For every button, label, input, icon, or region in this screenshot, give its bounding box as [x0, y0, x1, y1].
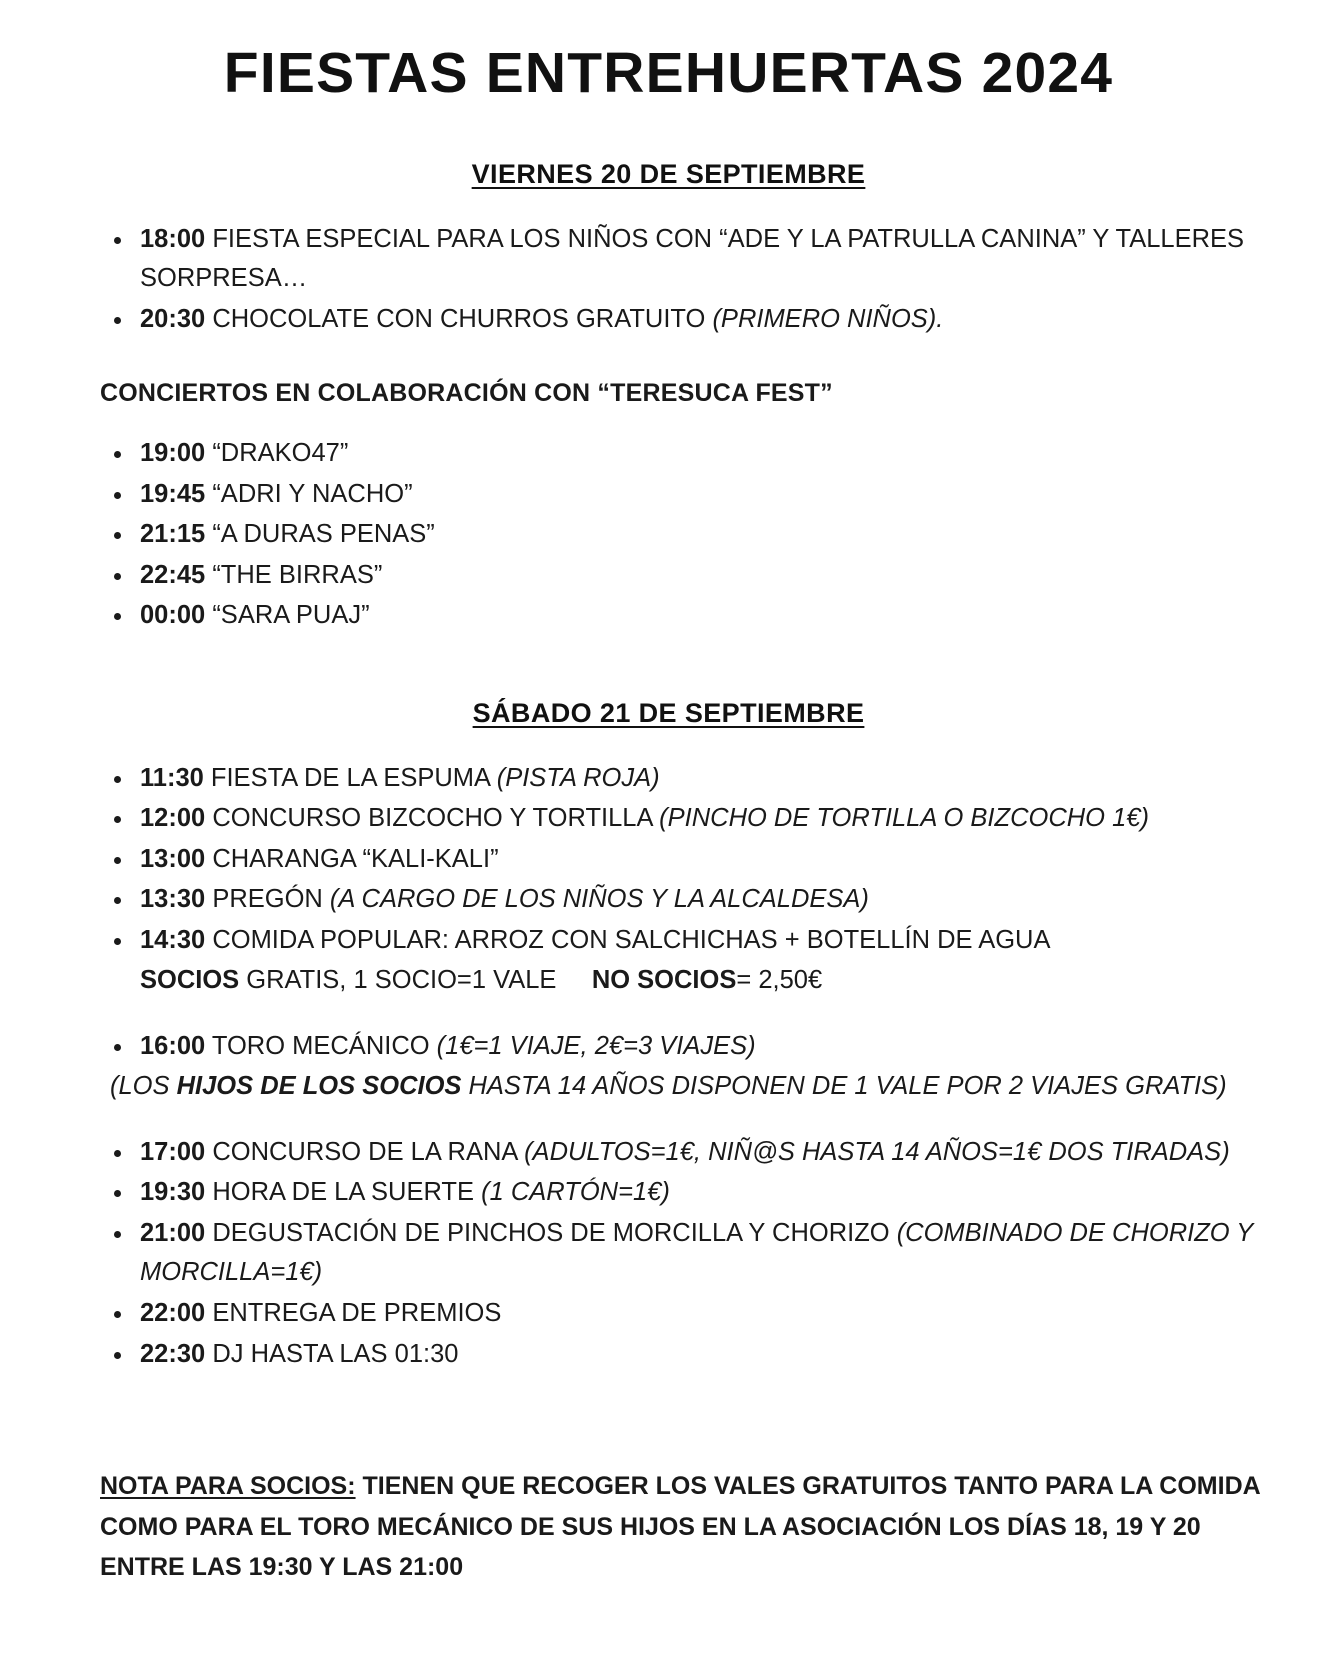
event-note: (PINCHO DE TORTILLA O BIZCOCHO 1€): [659, 804, 1149, 833]
event-note: (A CARGO DE LOS NIÑOS Y LA ALCALDESA): [329, 885, 869, 914]
saturday-heading: SÁBADO 21 DE SEPTIEMBRE: [472, 697, 865, 728]
list-item: [134, 515, 1275, 555]
event-time: 13:00: [140, 844, 206, 873]
event-time: 13:30: [140, 885, 206, 914]
event-text: “A DURAS PENAS”: [205, 520, 435, 549]
event-time: 22:30: [140, 1339, 206, 1368]
event-note: (PRIMERO NIÑOS).: [712, 304, 944, 333]
list-item: [134, 300, 1275, 340]
list-item: [134, 799, 1275, 839]
vale-note-line: [110, 1067, 1275, 1107]
event-text: HORA DE LA SUERTE: [205, 1178, 482, 1207]
socios-note: [100, 1466, 1275, 1588]
concerts-section-label: CONCIERTOS EN COLABORACIÓN CON “TERESUCA FEST”: [100, 379, 833, 408]
event-time: 18:00: [140, 224, 206, 253]
no-socios-label: NO SOCIOS: [591, 966, 737, 995]
socios-value: GRATIS, 1 SOCIO=1 VALE: [239, 966, 557, 995]
event-time: 21:15: [140, 520, 206, 549]
socios-price-line: [140, 961, 1275, 1001]
list-item: [134, 475, 1275, 515]
event-time: 17:00: [140, 1137, 206, 1166]
event-time: 21:00: [140, 1218, 206, 1247]
list-item: [134, 220, 1275, 299]
page-title: FIESTAS ENTREHUERTAS 2024: [223, 41, 1114, 105]
socios-note-text: TIENEN QUE RECOGER LOS VALES GRATUITOS TANTO PARA LA COMIDA COMO PARA EL TORO MECÁNICO DE SUS HIJOS EN LA ASOCIACIÓN LOS DÍAS 18, 19 Y 20 ENTRE LAS 19:30 Y LAS 21:00: [100, 1472, 1260, 1582]
event-text: “SARA PUAJ”: [205, 601, 370, 630]
event-text: CHOCOLATE CON CHURROS GRATUITO: [205, 304, 713, 333]
event-text: CONCURSO DE LA RANA: [205, 1137, 525, 1166]
event-text: PREGÓN: [205, 885, 330, 914]
event-time: 00:00: [140, 601, 206, 630]
event-text: “THE BIRRAS”: [205, 560, 383, 589]
socios-note-label: NOTA PARA SOCIOS:: [100, 1472, 356, 1501]
list-item: [134, 1027, 1275, 1067]
event-text: CONCURSO BIZCOCHO Y TORTILLA: [205, 804, 660, 833]
event-text: TORO MECÁNICO: [205, 1031, 437, 1060]
event-text: ENTREGA DE PREMIOS: [205, 1299, 502, 1327]
event-time: 14:30: [140, 925, 206, 954]
event-time: 16:00: [140, 1031, 206, 1060]
event-text: DEGUSTACIÓN DE PINCHOS DE MORCILLA Y CHORIZO: [205, 1218, 897, 1247]
event-time: 19:30: [140, 1178, 206, 1207]
event-note: (1€=1 VIAJE, 2€=3 VIAJES): [436, 1031, 756, 1060]
event-time: 19:00: [140, 439, 206, 468]
saturday-events-list-1: [62, 759, 1275, 961]
list-item: [134, 1133, 1275, 1173]
list-item: [134, 556, 1275, 596]
concerts-list: [62, 434, 1275, 636]
event-text: COMIDA POPULAR: ARROZ CON SALCHICHAS + BOTELLÍN DE AGUA: [205, 925, 1051, 954]
event-note: (1 CARTÓN=1€): [481, 1178, 670, 1207]
list-item: [134, 1335, 1275, 1375]
friday-events-list: [62, 220, 1275, 340]
list-item: [134, 840, 1275, 880]
friday-heading: VIERNES 20 DE SEPTIEMBRE: [471, 158, 866, 189]
event-text: FIESTA ESPECIAL PARA LOS NIÑOS CON “ADE Y LA PATRULLA CANINA” Y TALLERES SORPRESA…: [140, 224, 1245, 293]
event-time: 11:30: [140, 763, 204, 792]
event-time: 22:00: [140, 1299, 206, 1327]
event-note: (PISTA ROJA): [496, 763, 660, 792]
event-text: CHARANGA “KALI-KALI”: [205, 844, 499, 873]
event-text: FIESTA DE LA ESPUMA: [203, 763, 497, 792]
list-item: [134, 434, 1275, 474]
list-item: [134, 1214, 1275, 1293]
list-item: [134, 921, 1275, 961]
saturday-events-list-2: [62, 1027, 1275, 1067]
event-text: “DRAKO47”: [205, 439, 349, 468]
vale-note-post: HASTA 14 AÑOS DISPONEN DE 1 VALE POR 2 VIAJES GRATIS): [461, 1072, 1227, 1101]
event-text: DJ HASTA LAS 01:30: [205, 1339, 459, 1368]
event-time: 22:45: [140, 560, 206, 589]
event-time: 12:00: [140, 804, 206, 833]
list-item: [134, 596, 1275, 636]
event-time: 19:45: [140, 479, 206, 508]
list-item: [134, 759, 1275, 799]
saturday-events-list-3: [62, 1133, 1275, 1374]
event-time: 20:30: [140, 304, 206, 333]
list-item: [134, 1294, 1275, 1334]
list-item: [134, 1173, 1275, 1213]
socios-label: SOCIOS: [140, 966, 240, 995]
vale-note-bold: HIJOS DE LOS SOCIOS: [176, 1072, 462, 1101]
event-note: (COMBINADO DE CHORIZO Y MORCILLA=1€): [140, 1218, 1253, 1287]
vale-note-pre: (LOS: [110, 1072, 177, 1101]
event-text: “ADRI Y NACHO”: [205, 479, 413, 508]
no-socios-value: = 2,50€: [736, 966, 823, 995]
list-item: [134, 880, 1275, 920]
event-note: (ADULTOS=1€, NIÑ@S HASTA 14 AÑOS=1€ DOS TIRADAS): [524, 1137, 1230, 1166]
